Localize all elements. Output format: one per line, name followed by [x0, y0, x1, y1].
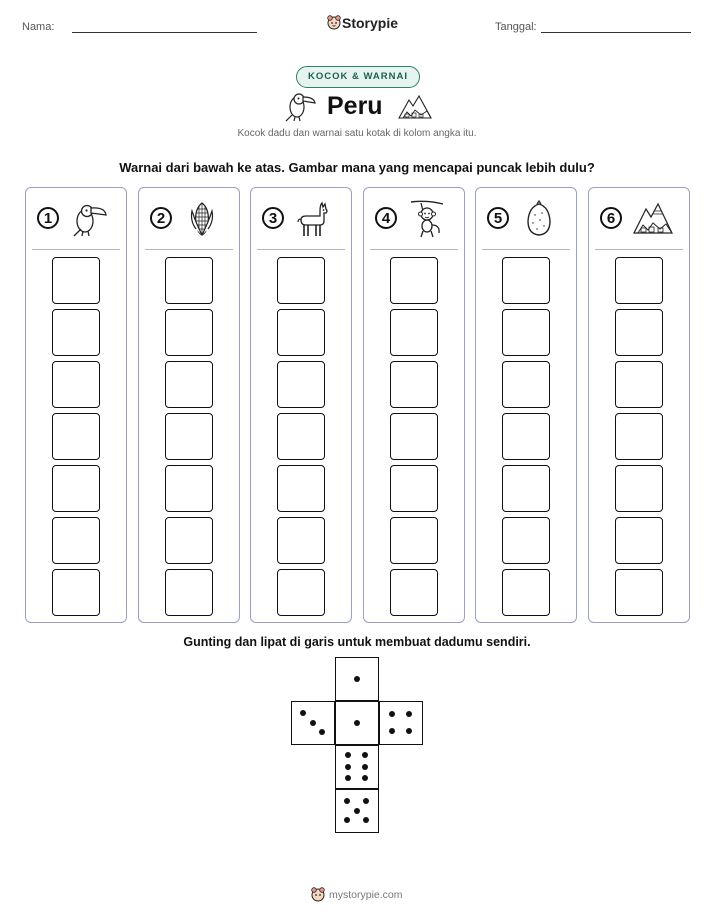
storypie-logo-icon [326, 14, 342, 30]
color-box[interactable] [52, 309, 100, 356]
color-box[interactable] [615, 413, 663, 460]
toucan-icon [69, 199, 111, 239]
llama-icon [294, 199, 336, 239]
page-title: Peru [327, 92, 383, 120]
color-box[interactable] [502, 309, 550, 356]
column-divider [595, 249, 683, 250]
die-pip [319, 729, 325, 735]
die-pip [310, 720, 316, 726]
die-pip [345, 752, 351, 758]
color-box[interactable] [277, 569, 325, 616]
die-pip [354, 676, 360, 682]
die-face-4 [379, 701, 423, 745]
color-box[interactable] [502, 361, 550, 408]
date-label: Tanggal: [495, 21, 537, 33]
color-box[interactable] [165, 569, 213, 616]
die-pip [344, 798, 350, 804]
toucan-icon [282, 91, 318, 123]
color-box[interactable] [52, 413, 100, 460]
die-pip [406, 711, 412, 717]
storypie-logo-icon [310, 886, 326, 902]
page-subtitle: Kocok dadu dan warnai satu kotak di kolom angka itu. [237, 128, 477, 139]
color-box[interactable] [165, 309, 213, 356]
die-pip [362, 752, 368, 758]
die-pip [354, 720, 360, 726]
color-box[interactable] [165, 465, 213, 512]
corn-icon [182, 199, 224, 239]
color-box[interactable] [390, 309, 438, 356]
color-box[interactable] [165, 413, 213, 460]
color-box[interactable] [52, 361, 100, 408]
column-divider [482, 249, 570, 250]
color-box[interactable] [615, 465, 663, 512]
column-divider [32, 249, 120, 250]
name-line[interactable] [72, 32, 257, 33]
color-box[interactable] [165, 361, 213, 408]
color-box[interactable] [390, 465, 438, 512]
die-pip [344, 817, 350, 823]
machu-picchu-icon [397, 92, 433, 122]
color-box[interactable] [390, 517, 438, 564]
color-box[interactable] [277, 413, 325, 460]
die-face-6 [335, 745, 379, 789]
column-number: 4 [375, 207, 397, 229]
die-pip [389, 728, 395, 734]
die-pip [345, 775, 351, 781]
die-pip [362, 775, 368, 781]
guava-icon [519, 199, 561, 239]
coloring-instruction: Warnai dari bawah ke atas. Gambar mana yang mencapai puncak lebih dulu? [119, 160, 595, 175]
color-box[interactable] [277, 465, 325, 512]
die-face-1 [335, 701, 379, 745]
die-pip [362, 764, 368, 770]
color-box[interactable] [277, 257, 325, 304]
color-box[interactable] [615, 309, 663, 356]
die-pip [345, 764, 351, 770]
die-pip [363, 817, 369, 823]
color-box[interactable] [52, 569, 100, 616]
color-box[interactable] [390, 361, 438, 408]
color-box[interactable] [615, 517, 663, 564]
color-box[interactable] [277, 361, 325, 408]
column-number: 1 [37, 207, 59, 229]
color-box[interactable] [277, 309, 325, 356]
color-box[interactable] [615, 569, 663, 616]
column-number: 5 [487, 207, 509, 229]
die-face-5 [335, 789, 379, 833]
die-face-1 [335, 657, 379, 701]
column-divider [370, 249, 458, 250]
die-pip [354, 808, 360, 814]
die-pip [363, 798, 369, 804]
column-number: 2 [150, 207, 172, 229]
date-line[interactable] [541, 32, 691, 33]
color-box[interactable] [52, 257, 100, 304]
color-box[interactable] [52, 465, 100, 512]
column-number: 6 [600, 207, 622, 229]
color-box[interactable] [52, 517, 100, 564]
dice-instruction: Gunting dan lipat di garis untuk membuat dadumu sendiri. [183, 635, 531, 649]
machu-picchu-icon [632, 199, 674, 239]
color-box[interactable] [502, 413, 550, 460]
name-label: Nama: [22, 21, 55, 33]
column-number: 3 [262, 207, 284, 229]
color-box[interactable] [615, 257, 663, 304]
activity-badge: KOCOK & WARNAI [296, 66, 420, 88]
color-box[interactable] [390, 413, 438, 460]
monkey-icon [407, 199, 449, 239]
color-box[interactable] [165, 517, 213, 564]
color-box[interactable] [165, 257, 213, 304]
color-box[interactable] [502, 569, 550, 616]
die-pip [406, 728, 412, 734]
color-box[interactable] [502, 517, 550, 564]
brand-name: Storypie [342, 15, 399, 31]
column-divider [257, 249, 345, 250]
color-box[interactable] [615, 361, 663, 408]
color-box[interactable] [502, 257, 550, 304]
color-box[interactable] [390, 569, 438, 616]
color-box[interactable] [277, 517, 325, 564]
die-pip [389, 711, 395, 717]
footer-url: mystorypie.com [329, 889, 403, 901]
column-divider [145, 249, 233, 250]
color-box[interactable] [502, 465, 550, 512]
color-box[interactable] [390, 257, 438, 304]
die-face-3 [291, 701, 335, 745]
die-pip [300, 710, 306, 716]
